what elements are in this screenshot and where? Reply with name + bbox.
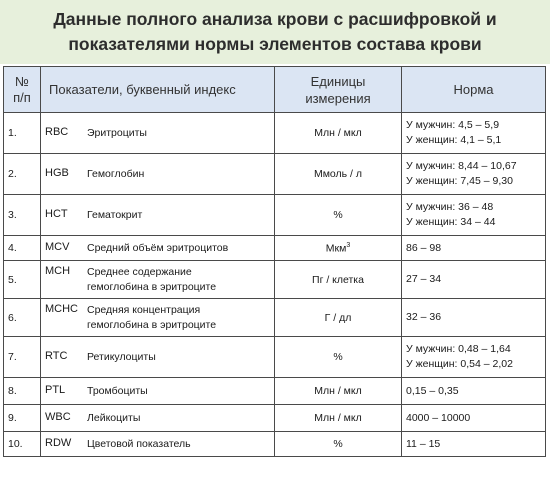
- indicator-cell: [41, 154, 275, 195]
- table-row: [4, 405, 546, 432]
- norm-cell: 11 – 15: [402, 432, 546, 457]
- unit-cell: %: [275, 337, 402, 378]
- indicator-cell: [41, 337, 275, 378]
- indicator-name: Средняя концентрация гемоглобина в эритроците: [87, 303, 217, 331]
- blood-test-table: [3, 66, 546, 457]
- norm-cell: 86 – 98: [402, 236, 546, 261]
- table-row: [4, 195, 546, 236]
- norm-cell: У мужчин: 0,48 – 1,64 У женщин: 0,54 – 2,02: [402, 337, 546, 378]
- indicator-name: Цветовой показатель: [87, 437, 191, 450]
- unit-cell: Млн / мкл: [275, 113, 402, 154]
- title-line-2: показателями нормы элементов состава крови: [68, 34, 482, 54]
- table-row: [4, 337, 546, 378]
- table-row: [4, 378, 546, 405]
- indicator-abbreviation: RTC: [45, 349, 68, 362]
- row-number: 2.: [4, 154, 41, 195]
- indicator-abbreviation: MCH: [45, 264, 71, 277]
- indicator-cell: [41, 261, 275, 299]
- table-row: [4, 261, 546, 299]
- unit-cell: %: [275, 195, 402, 236]
- row-number: 8.: [4, 378, 41, 405]
- row-number: 4.: [4, 236, 41, 261]
- unit-cell: Пг / клетка: [275, 261, 402, 299]
- indicator-abbreviation: HGB: [45, 166, 69, 179]
- row-number: 3.: [4, 195, 41, 236]
- indicator-cell: [41, 113, 275, 154]
- indicator-name: Ретикулоциты: [87, 350, 156, 363]
- indicator-name: Гематокрит: [87, 208, 143, 221]
- header-number: № п/п: [4, 67, 41, 113]
- unit-cell: Млн / мкл: [275, 378, 402, 405]
- indicator-name: Средний объём эритроцитов: [87, 241, 229, 254]
- unit-cell: Г / дл: [275, 299, 402, 337]
- table-row: [4, 432, 546, 457]
- indicator-abbreviation: RDW: [45, 436, 72, 449]
- indicator-cell: [41, 378, 275, 405]
- indicator-abbreviation: RBC: [45, 125, 69, 138]
- indicator-cell: [41, 432, 275, 457]
- table-row: [4, 154, 546, 195]
- indicator-abbreviation: MCHC: [45, 302, 78, 315]
- header-units: Единицы измерения: [275, 67, 402, 113]
- unit-cell: Млн / мкл: [275, 405, 402, 432]
- norm-cell: 4000 – 10000: [402, 405, 546, 432]
- table-row: [4, 236, 546, 261]
- row-number: 1.: [4, 113, 41, 154]
- title-line-1: Данные полного анализа крови с расшифровкой и: [53, 9, 497, 29]
- norm-cell: У мужчин: 4,5 – 5,9 У женщин: 4,1 – 5,1: [402, 113, 546, 154]
- indicator-name: Тромбоциты: [87, 384, 148, 397]
- table-row: [4, 113, 546, 154]
- unit-cell: %: [275, 432, 402, 457]
- table-row: [4, 299, 546, 337]
- indicator-abbreviation: PTL: [45, 383, 66, 396]
- row-number: 9.: [4, 405, 41, 432]
- indicator-cell: [41, 405, 275, 432]
- row-number: 6.: [4, 299, 41, 337]
- table-header-row: [4, 67, 546, 113]
- indicator-name: Среднее содержание гемоглобина в эритроците: [87, 265, 217, 293]
- indicator-cell: [41, 236, 275, 261]
- indicator-abbreviation: MCV: [45, 240, 70, 253]
- norm-cell: 0,15 – 0,35: [402, 378, 546, 405]
- header-norm: Норма: [402, 67, 546, 113]
- page-title: [0, 0, 550, 64]
- indicator-abbreviation: HCT: [45, 207, 68, 220]
- indicator-abbreviation: WBC: [45, 410, 71, 423]
- header-indicator: Показатели, буквенный индекс: [41, 67, 275, 113]
- norm-cell: У мужчин: 8,44 – 10,67 У женщин: 7,45 – 9,30: [402, 154, 546, 195]
- unit-superscript: 3: [346, 241, 351, 249]
- indicator-name: Эритроциты: [87, 126, 147, 139]
- unit-cell: Ммоль / л: [275, 154, 402, 195]
- indicator-cell: [41, 299, 275, 337]
- row-number: 10.: [4, 432, 41, 457]
- unit-cell: Мкм$^3$: [275, 236, 402, 261]
- norm-cell: 32 – 36: [402, 299, 546, 337]
- indicator-cell: [41, 195, 275, 236]
- norm-cell: У мужчин: 36 – 48 У женщин: 34 – 44: [402, 195, 546, 236]
- row-number: 7.: [4, 337, 41, 378]
- indicator-name: Гемоглобин: [87, 167, 145, 180]
- indicator-name: Лейкоциты: [87, 411, 141, 424]
- norm-cell: 27 – 34: [402, 261, 546, 299]
- row-number: 5.: [4, 261, 41, 299]
